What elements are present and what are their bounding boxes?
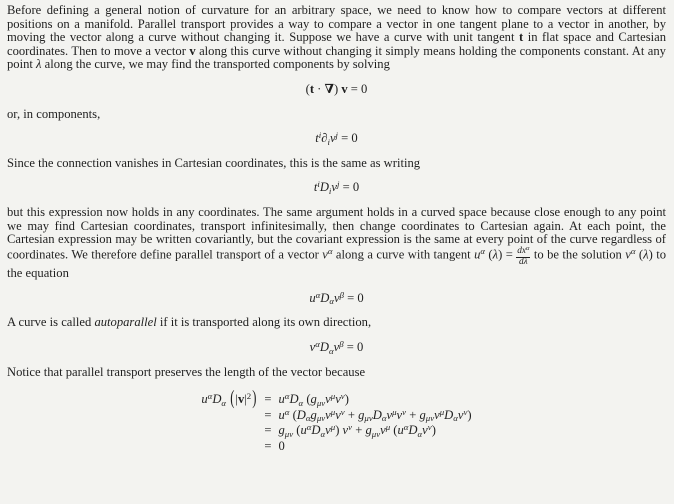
- equation-partial-components: $t^i\partial iv^j = 0$: [315, 130, 358, 147]
- equation-covariant-components: $t^iDiv^j = 0$: [313, 179, 360, 196]
- document-page: [7, 4, 666, 504]
- derivation-row: [201, 440, 471, 454]
- derivation-lhs: [201, 424, 257, 438]
- derivation-row: [201, 406, 472, 424]
- paragraph-connection-vanishes: Since the connection vanishes in Cartesian coordinates, this is the same as writing: [7, 155, 421, 170]
- derivation-rhs: $u^\alpha D\alpha$ $(g\mu\nu v^\mu v^\nu)$: [278, 391, 349, 408]
- derivation-lhs: [201, 409, 257, 423]
- paragraph-covariant-argument: but this expression now holds in any coordinates. The same argument holds in a curved space because close enough to any point we may find Cartesian coordinates, transport infinitesimally, then change coordinates to Cartesian again. At each point, the Cartesian expression may be written covariantly, but the covariant expression is the same at every point of the curve regardless of coordinates. We therefore define parallel transport of a vector $v^\alpha$ along a curve with tangent $u^\alpha$ (λ) = $\frac{dx^\alpha}{d\lambda}$ to be the solution $v^\alpha$ (λ) to the equation: [7, 204, 667, 281]
- derivation-lhs: [201, 440, 257, 454]
- paragraph-autoparallel: A curve is called autoparallel if it is transported along its own direction,: [7, 315, 372, 330]
- equation-block-length-derivation: [201, 387, 472, 455]
- paragraph-length-preservation: Notice that parallel transport preserves the length of the vector because: [7, 364, 366, 379]
- derivation-lhs: $u^\alpha D\alpha$ $(|v|^2)$: [201, 387, 257, 410]
- equals-sign: =: [264, 439, 272, 454]
- equals-sign: =: [264, 407, 272, 422]
- paragraph-or-in-components: or, in components,: [7, 106, 101, 121]
- equation-parallel-transport: $u^\alpha D\alpha v^\beta = 0$: [309, 289, 364, 307]
- equation-autoparallel: $v^\alpha D\alpha v^\beta = 0$: [309, 339, 364, 356]
- equals-sign: =: [264, 423, 272, 438]
- derivation-rhs: 0: [278, 439, 285, 454]
- equation-directional-derivative: (t · ∇) v = 0: [305, 81, 368, 96]
- paragraph-intro: Before defining a general notion of curvature for an arbitrary space, we need to know how to compare vectors at different positions on a manifold. Parallel transport provides a way to compare a vector in one tangent plane to a vector in another, by moving the vector along a curve without changing it. Suppose we have a curve with unit tangent t in flat space and Cartesian coordinates. Then to move a vector v along this curve without changing it simply means holding the components constant. At any point λ along the curve, we may find the transported components by solving: [7, 3, 666, 72]
- equals-sign: =: [264, 392, 272, 407]
- derivation-row: [201, 424, 471, 438]
- derivation-rhs: gμν $(u^\alpha D\alpha v^\mu) v^\nu + g\mu\nu v^\mu$ $(u^\alpha D\alpha v^\nu)$: [278, 422, 436, 439]
- derivation-rhs: $u^\alpha$ $(D\alpha g\mu\nu v^\mu v^\nu + g\mu\nu D\alpha v^\mu v^\nu + g\mu\nu v^\mu D\alpha v^\nu)$: [278, 406, 472, 424]
- derivation-row: [201, 387, 471, 410]
